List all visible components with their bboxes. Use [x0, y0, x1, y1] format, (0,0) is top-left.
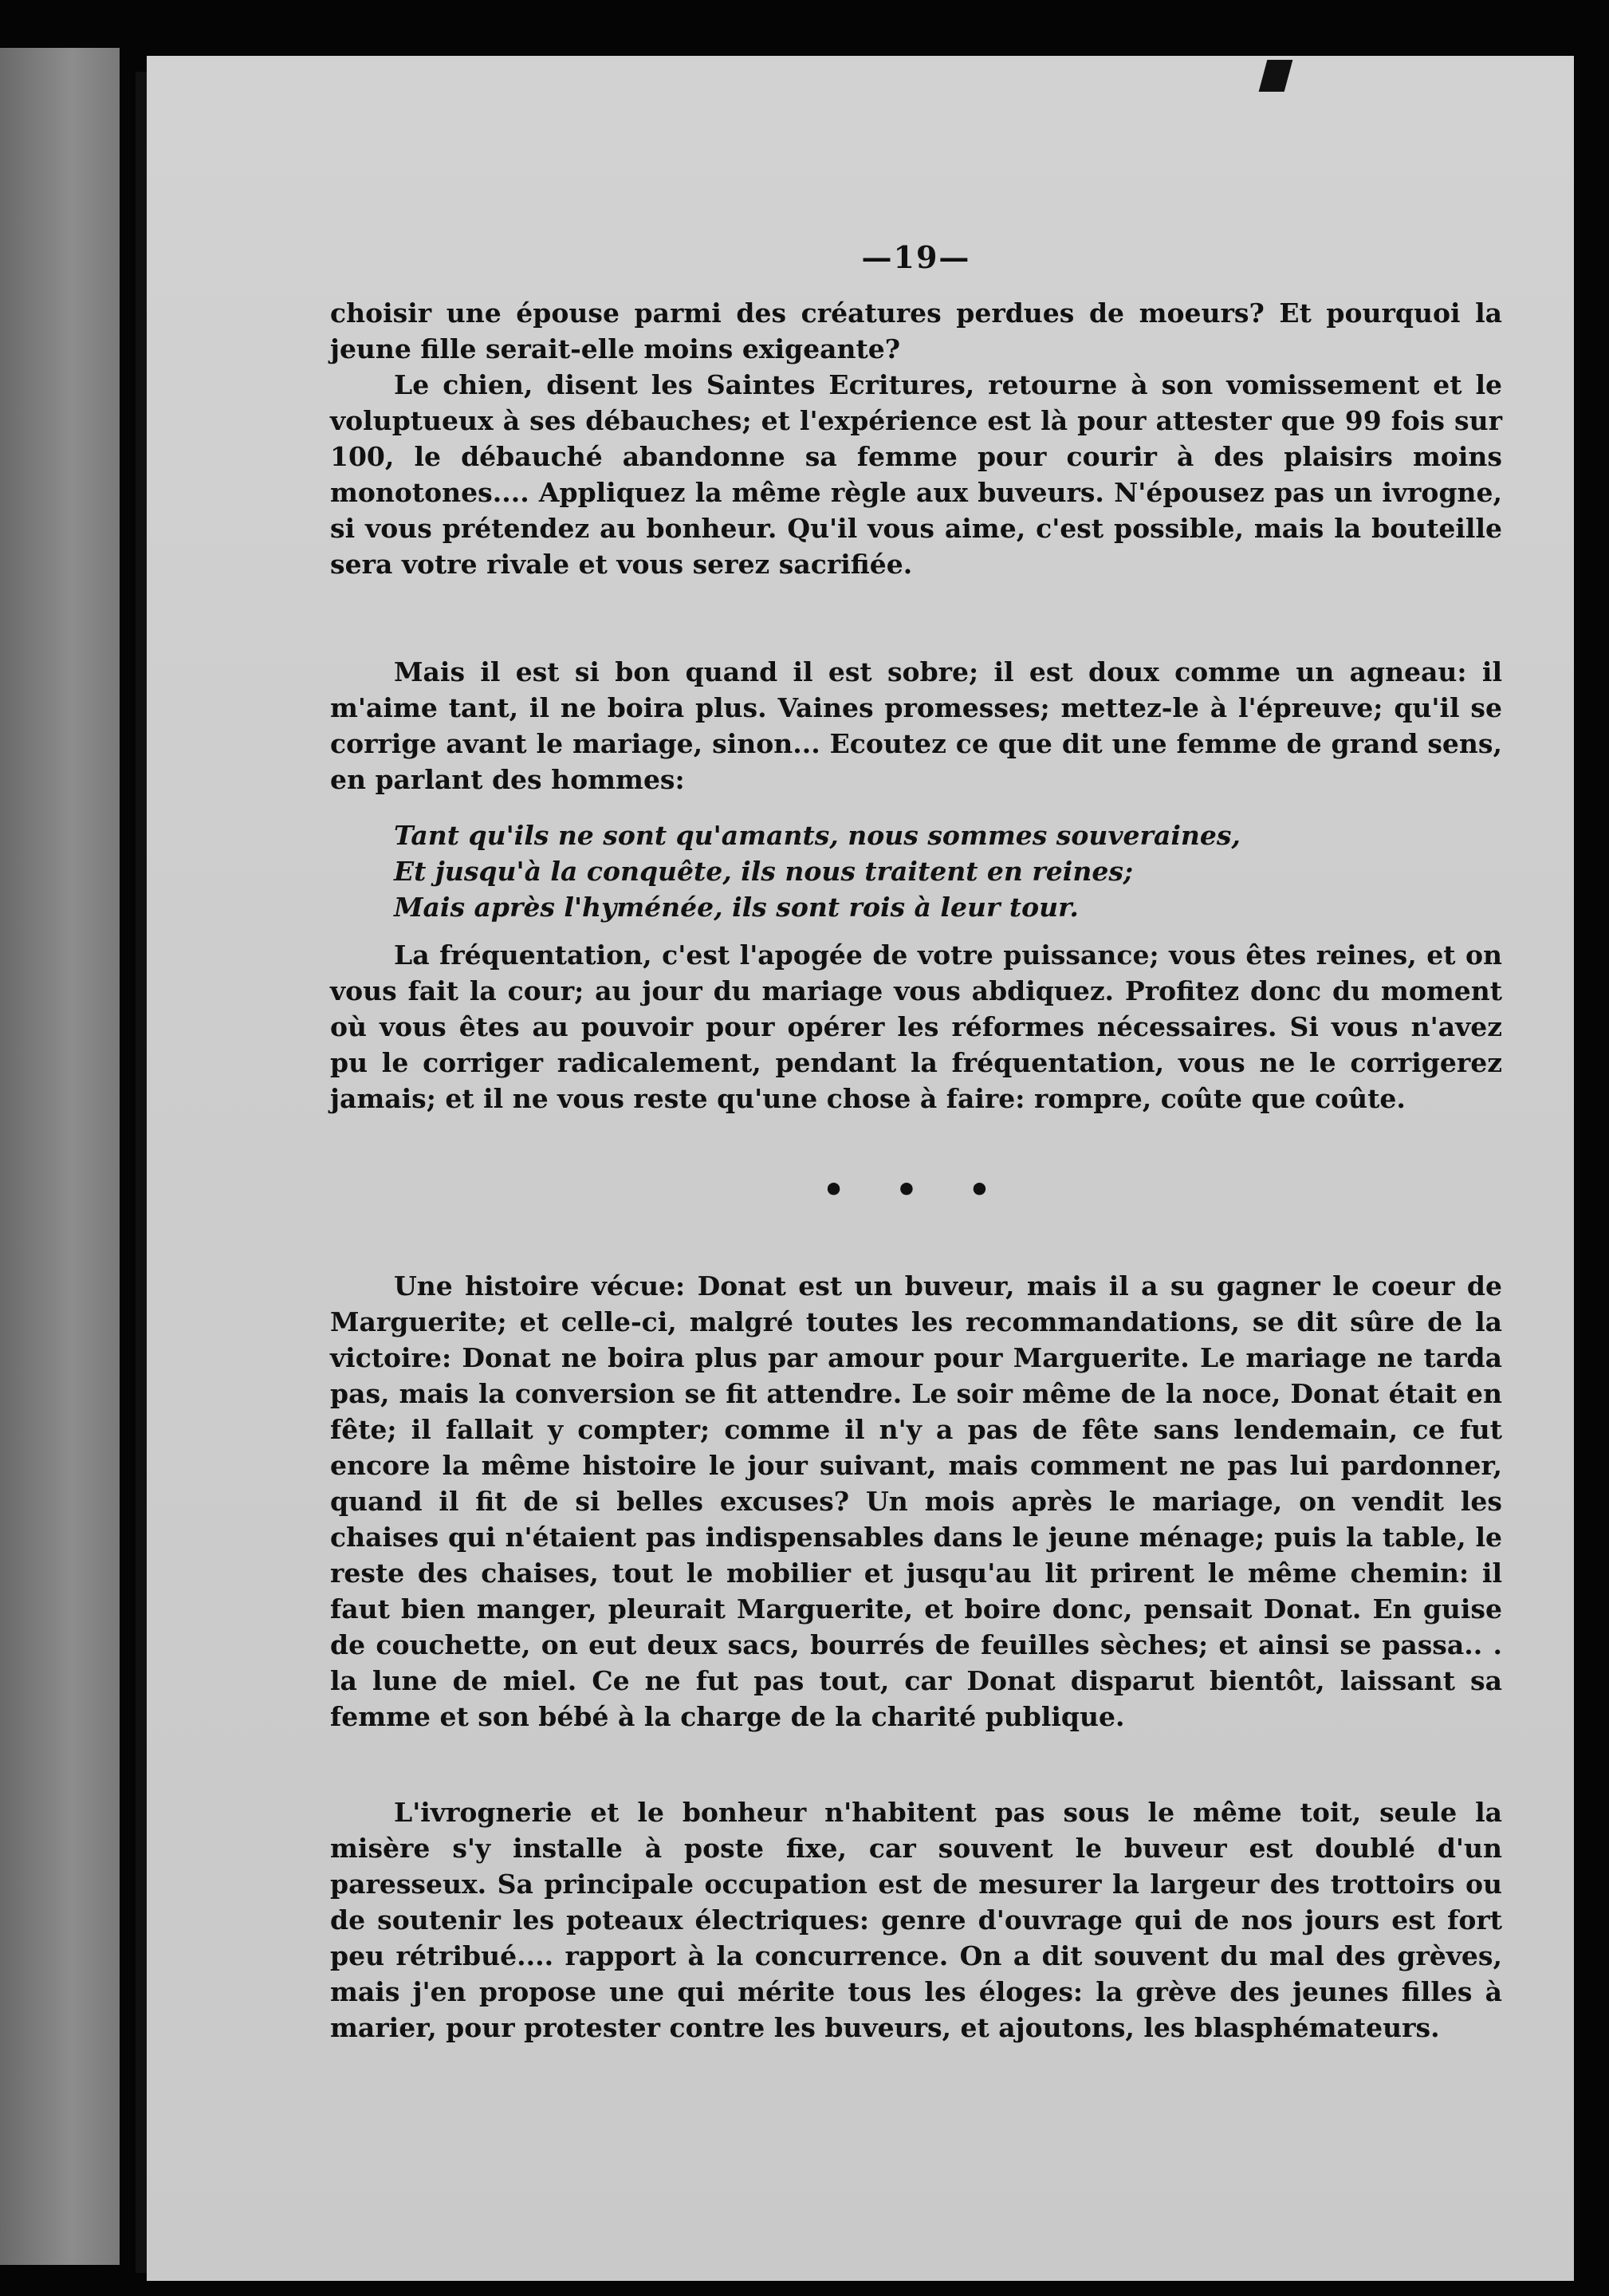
paragraph-5: Une histoire vécue: Donat est un buveur, mais il a su gagner le coeur de Marguerite; et celle-ci, malgré toutes les recommandations, se dit sûre de la victoire: Donat ne boira plus par amour pour Marguerite. Le mariage ne tarda pas, mais la conversion se fit attendre. Le soir même de la noce, Donat était en fête; il fallait y compter; comme il n'y a pas de fête sans lendemain, ce fut encore la même histoire le jour suivant, mais comment ne pas lui pardonner, quand il fit de si belles excuses? Un mois après le mariage, on vendit les chaises qui n'étaient pas indispensables dans le jeune ménage; puis la table, le reste des chaises, tout le mobilier et jusqu'au lit prirent le même chemin: il faut bien manger, pleurait Marguerite, et boire donc, pensait Donat. En guise de couchette, on eut deux sacs, bourrés de feuilles sèches; et ainsi se passa.. . la lune de miel. Ce ne fut pas tout, car Donat disparut bientôt, laissant sa femme et son bébé à la charge de la charité publique.: [330, 1270, 1502, 1732]
paragraph-2: Le chien, disent les Saintes Ecritures, retourne à son vomissement et le voluptueux à ses débauches; et l'expérience est là pour attester que 99 fois sur 100, le débauché abandonne sa femme pour courir à des plaisirs moins monotones.... Appliquez la même règle aux buveurs. N'épousez pas un ivrogne, si vous prétendez au bonheur. Qu'il vous aime, c'est possible, mais la bouteille sera votre rivale et vous serez sacrifiée.: [330, 369, 1502, 580]
verse-line-2: Et jusqu'à la conquête, ils nous traitent en reines;: [394, 856, 1134, 887]
paragraph-3: Mais il est si bon quand il est sobre; il est doux comme un agneau: il m'aime tant, il ne boira plus. Vaines promesses; mettez-le à l'épreuve; qu'il se corrige avant le mariage, sinon... Ecoutez ce que dit une femme de grand sens, en parlant des hommes:: [330, 656, 1502, 795]
paragraph-1: choisir une épouse parmi des créatures perdues de moeurs? Et pourquoi la jeune fille serait-elle moins exigeante?: [330, 297, 1502, 364]
verse-line-1: Tant qu'ils ne sont qu'amants, nous sommes souveraines,: [394, 820, 1241, 851]
paragraph-6: L'ivrognerie et le bonheur n'habitent pas sous le même toit, seule la misère s'y installe à poste fixe, car souvent le buveur est doublé d'un paresseux. Sa principale occupation est de mesurer la largeur des trottoirs ou de soutenir les poteaux électriques: genre d'ouvrage qui de nos jours est fort peu rétribué.... rapport à la concurrence. On a dit souvent du mal des grèves, mais j'en propose une qui mérite tous les éloges: la grève des jeunes filles à marier, pour protester contre les buveurs, et ajoutons, les blasphémateurs.: [330, 1797, 1502, 2043]
section-separator: • • •: [822, 1170, 1010, 1211]
page-number: —19—: [861, 239, 971, 275]
paragraph-4: La fréquentation, c'est l'apogée de votre puissance; vous êtes reines, et on vous fait la cour; au jour du mariage vous abdiquez. Profitez donc du moment où vous êtes au pouvoir pour opérer les réformes nécessaires. Si vous n'avez pu le corriger radicalement, pendant la fréquentation, vous ne le corrigerez jamais; et il ne vous reste qu'une chose à faire: rompre, coûte que coûte.: [330, 939, 1502, 1114]
verse-line-3: Mais après l'hyménée, ils sont rois à leur tour.: [394, 892, 1079, 923]
corner-mark: [1259, 60, 1293, 92]
verse-quote: [394, 817, 1510, 925]
previous-page-edge: [0, 48, 120, 2265]
page-sheet: [147, 56, 1574, 2281]
page-spine: [136, 72, 147, 2273]
